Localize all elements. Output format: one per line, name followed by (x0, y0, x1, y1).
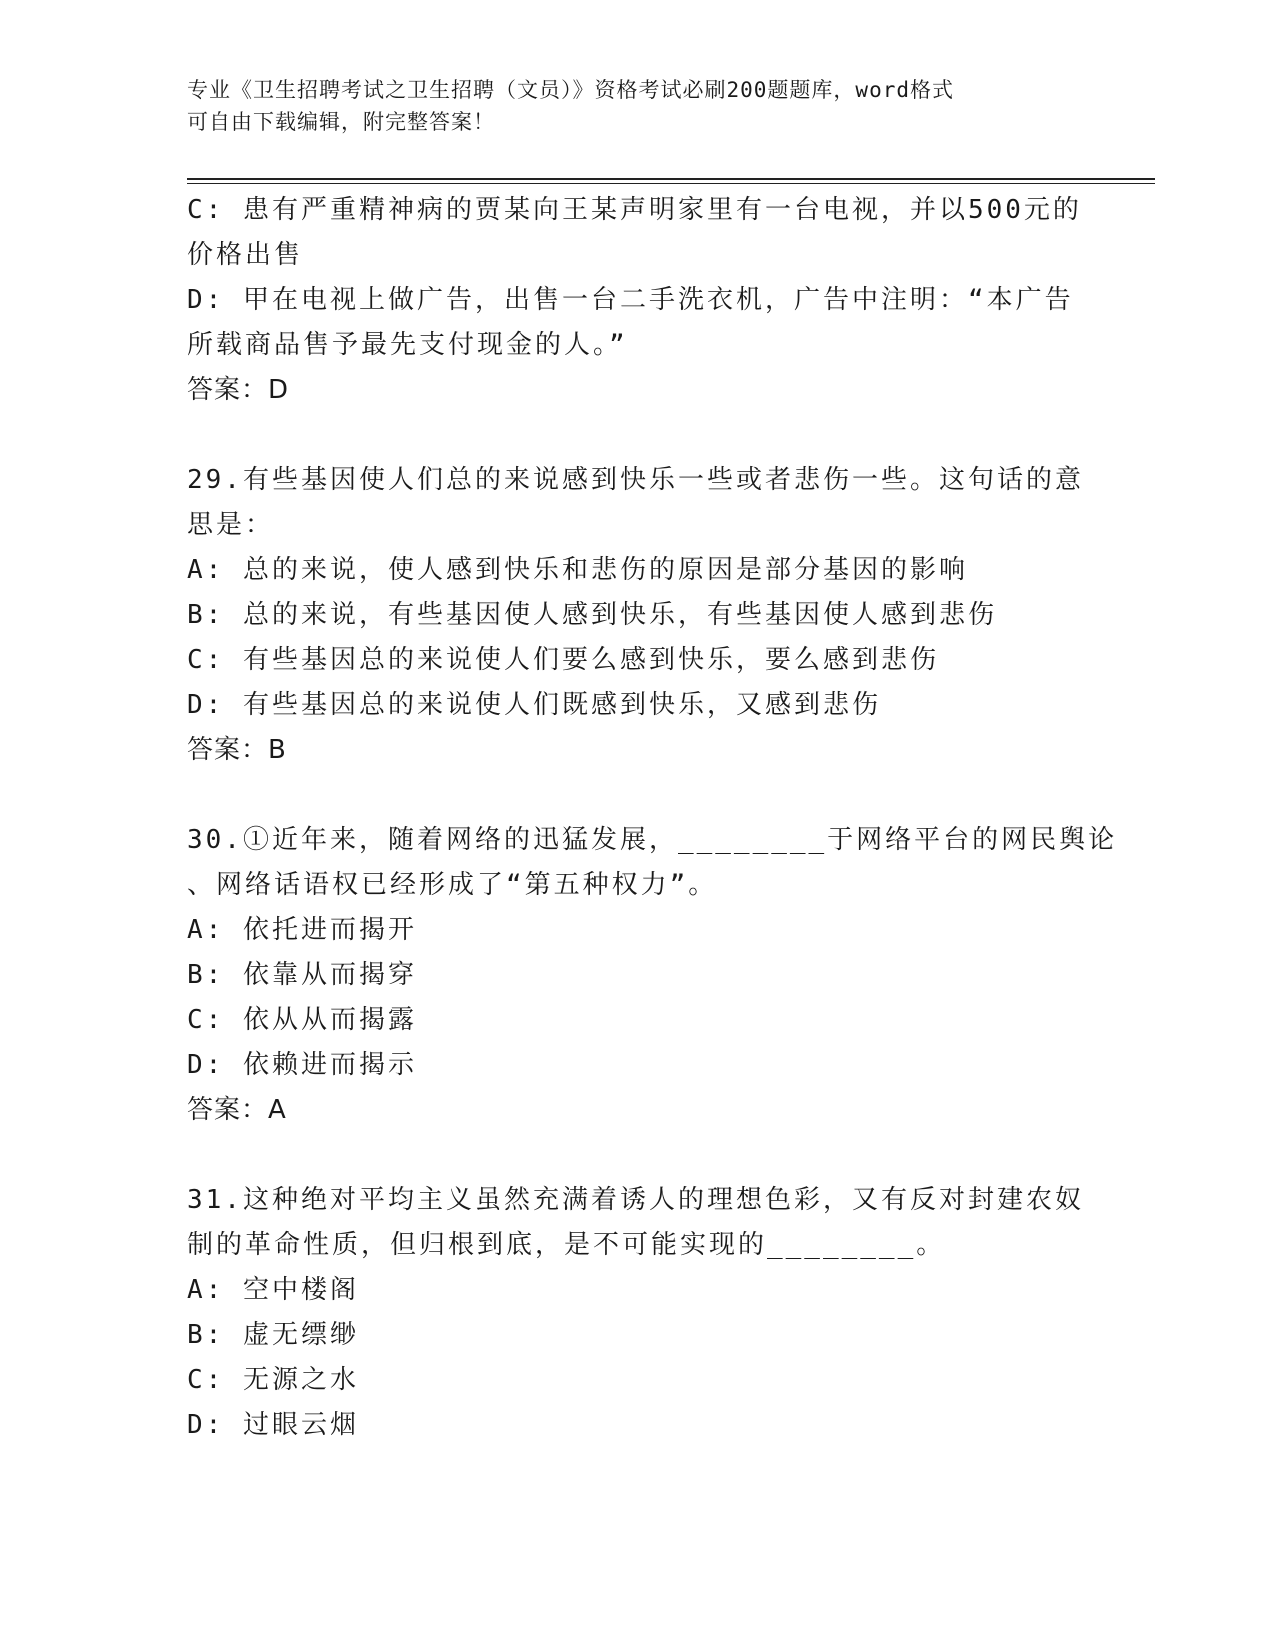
option-c: C: 依从从而揭露 (187, 1005, 417, 1035)
question-stem-line-1: 29.有些基因使人们总的来说感到快乐一些或者悲伤一些。这句话的意 (187, 465, 1084, 495)
option-b: B: 依靠从而揭穿 (187, 960, 417, 990)
question-30 (187, 818, 1118, 1133)
answer-28: 答案：D (187, 375, 290, 405)
question-stem-line-2: 制的革命性质，但归根到底，是不可能实现的________。 (187, 1230, 946, 1260)
option-c: C: 无源之水 (187, 1365, 359, 1395)
question-content (187, 188, 1118, 1448)
option-d-line-1: D: 甲在电视上做广告，出售一台二手洗衣机，广告中注明：“本广告 (187, 285, 1074, 315)
option-c-line-2: 价格出售 (187, 240, 304, 270)
question-stem-line-2: 、网络话语权已经形成了“第五种权力”。 (187, 870, 718, 900)
header-divider-thick (187, 178, 1155, 180)
option-d-line-2: 所载商品售予最先支付现金的人。” (187, 330, 628, 360)
option-c-line-1: C: 患有严重精神病的贾某向王某声明家里有一台电视，并以500元的 (187, 195, 1082, 225)
header-line-1: 专业《卫生招聘考试之卫生招聘（文员）》资格考试必刷200题题库，word格式 (187, 78, 954, 102)
question-stem-line-1: 31.这种绝对平均主义虽然充满着诱人的理想色彩，又有反对封建农奴 (187, 1185, 1084, 1215)
document-header (187, 74, 1067, 138)
option-d: D: 过眼云烟 (187, 1410, 359, 1440)
header-divider-thin (187, 183, 1155, 184)
header-line-2: 可自由下载编辑，附完整答案！ (187, 110, 495, 134)
answer-29: 答案：B (187, 735, 287, 765)
option-a: A: 依托进而揭开 (187, 915, 417, 945)
question-28-tail (187, 188, 1087, 413)
option-a: A: 空中楼阁 (187, 1275, 359, 1305)
spacer (187, 413, 1087, 458)
question-29 (187, 458, 1087, 773)
question-stem-line-2: 思是： (187, 510, 275, 540)
option-b: B: 总的来说，有些基因使人感到快乐，有些基因使人感到悲伤 (187, 600, 997, 630)
option-c: C: 有些基因总的来说使人们要么感到快乐，要么感到悲伤 (187, 645, 939, 675)
option-b: B: 虚无缥缈 (187, 1320, 359, 1350)
question-stem-line-1: 30.①近年来，随着网络的迅猛发展，________于网络平台的网民舆论 (187, 825, 1118, 855)
option-d: D: 有些基因总的来说使人们既感到快乐，又感到悲伤 (187, 690, 881, 720)
option-a: A: 总的来说，使人感到快乐和悲伤的原因是部分基因的影响 (187, 555, 968, 585)
spacer (187, 773, 1087, 818)
spacer (187, 1133, 1087, 1178)
option-d: D: 依赖进而揭示 (187, 1050, 417, 1080)
question-31 (187, 1178, 1087, 1448)
answer-30: 答案：A (187, 1095, 287, 1125)
